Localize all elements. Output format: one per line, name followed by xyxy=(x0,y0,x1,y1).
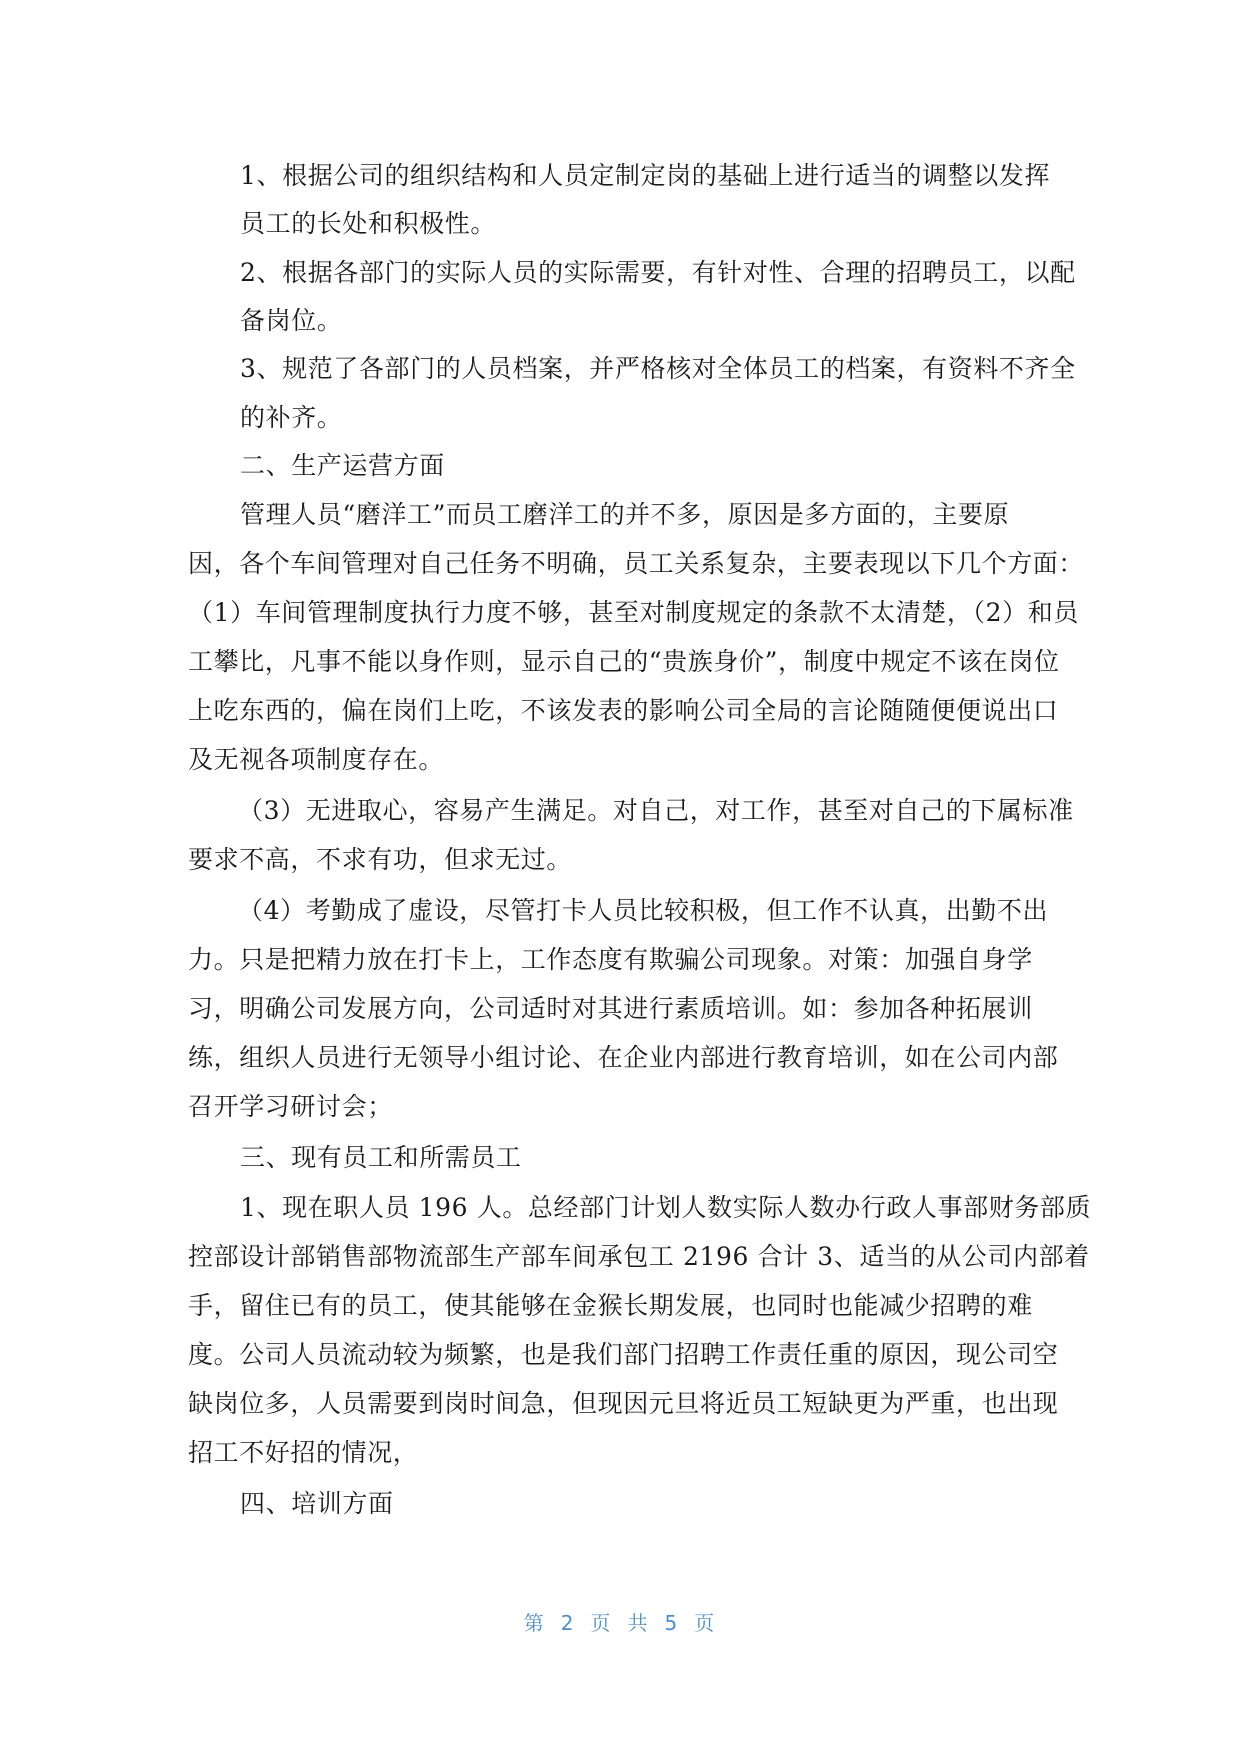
footer-di: 第 xyxy=(523,1611,547,1635)
text-line: 上吃东西的，偏在岗们上吃，不该发表的影响公司全局的言论随随便便说出口 xyxy=(188,696,1059,725)
text-line: 员工的长处和积极性。 xyxy=(240,209,497,238)
text-line: 的补齐。 xyxy=(240,403,343,432)
text-line: 习，明确公司发展方向，公司适时对其进行素质培训。如：参加各种拓展训 xyxy=(188,994,1033,1023)
page-total: 5 xyxy=(664,1611,681,1635)
text-line: 3、规范了各部门的人员档案，并严格核对全体员工的档案，有资料不齐全 xyxy=(240,354,1076,383)
text-line: 1、根据公司的组织结构和人员定制定岗的基础上进行适当的调整以发挥 xyxy=(240,161,1051,190)
text-line: 因，各个车间管理对自己任务不明确，员工关系复杂，主要表现以下几个方面： xyxy=(188,549,1085,578)
text-line: 度。公司人员流动较为频繁，也是我们部门招聘工作责任重的原因，现公司空 xyxy=(188,1340,1059,1369)
section-heading: 二、生产运营方面 xyxy=(240,451,445,480)
text-line: （1）车间管理制度执行力度不够，甚至对制度规定的条款不太清楚，（2）和员 xyxy=(188,598,1079,627)
text-line: 召开学习研讨会； xyxy=(188,1092,393,1121)
footer-gong: 共 xyxy=(627,1611,651,1635)
section-heading: 三、现有员工和所需员工 xyxy=(240,1143,522,1172)
footer-ye: 页 xyxy=(590,1611,614,1635)
text-line: 力。只是把精力放在打卡上，工作态度有欺骗公司现象。对策：加强自身学 xyxy=(188,945,1033,974)
text-line: 管理人员“磨洋工”而员工磨洋工的并不多，原因是多方面的，主要原 xyxy=(240,500,1010,529)
page-number: 2 xyxy=(560,1611,577,1635)
section-heading: 四、培训方面 xyxy=(240,1489,394,1518)
text-line: 控部设计部销售部物流部生产部车间承包工 2196 合计 3、适当的从公司内部着 xyxy=(188,1242,1090,1271)
footer-ye2: 页 xyxy=(694,1611,718,1635)
page-footer xyxy=(0,1607,1241,1636)
text-line: 要求不高，不求有功，但求无过。 xyxy=(188,845,573,874)
text-line: 缺岗位多，人员需要到岗时间急，但现因元旦将近员工短缺更为严重，也出现 xyxy=(188,1389,1059,1418)
text-line: 1、现在职人员 196 人。总经部门计划人数实际人数办行政人事部财务部质 xyxy=(240,1193,1092,1222)
text-line: 工攀比，凡事不能以身作则，显示自己的“贵族身价”，制度中规定不该在岗位 xyxy=(188,647,1060,676)
text-line: （4）考勤成了虚设，尽管打卡人员比较积极，但工作不认真，出勤不出 xyxy=(238,896,1049,925)
text-line: 及无视各项制度存在。 xyxy=(188,745,445,774)
text-line: 手，留住已有的员工，使其能够在金猴长期发展，也同时也能减少招聘的难 xyxy=(188,1291,1033,1320)
text-line: 备岗位。 xyxy=(240,306,343,335)
text-line: 招工不好招的情况， xyxy=(188,1438,419,1467)
text-line: （3）无进取心，容易产生满足。对自己，对工作，甚至对自己的下属标准 xyxy=(238,796,1074,825)
text-line: 练，组织人员进行无领导小组讨论、在企业内部进行教育培训，如在公司内部 xyxy=(188,1043,1059,1072)
text-line: 2、根据各部门的实际人员的实际需要，有针对性、合理的招聘员工，以配 xyxy=(240,258,1076,287)
